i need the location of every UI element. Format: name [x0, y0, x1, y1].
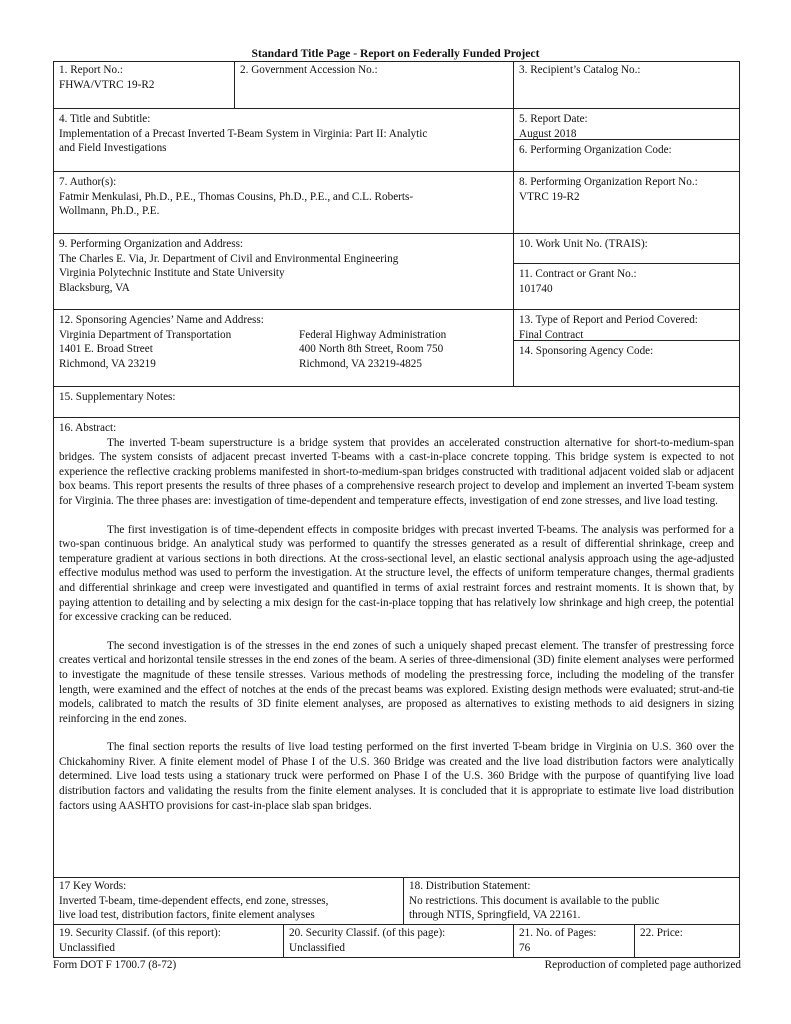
label: 4. Title and Subtitle: [59, 113, 151, 125]
label: 10. Work Unit No. (TRAIS): [519, 238, 648, 250]
form-number: Form DOT F 1700.7 (8-72) [53, 959, 177, 971]
label: 6. Performing Organization Code: [519, 144, 672, 156]
field-report-type [513, 309, 739, 340]
field-report-no [54, 62, 234, 108]
value-line: Fatmir Menkulasi, Ph.D., P.E., Thomas Cousins, Ph.D., P.E., and C.L. Roberts- [59, 190, 414, 203]
agency1-line: Virginia Department of Transportation [59, 328, 232, 341]
abstract-paragraph: The inverted T-beam superstructure is a bridge system that provides an accelerated construction alternative for short-to-medium-span bridges. The system consists of adjacent precast inverted T-beams with a cast-in-place concrete topping. This bridge system is expected to not experience the reflective cracking problems manifested in short-to-medium-span bridges constructed with traditional adjacent voided slab or adjacent box beams. This report presents the results of three phases of a comprehensive research project to develop and implement an inverted T-beam system for Virginia. The three phases are: investigation of time-dependent and temperature effects, investigation of end zone stresses, and live load testing. [59, 436, 734, 507]
label: 3. Recipient’s Catalog No.: [519, 64, 641, 76]
label: 1. Report No.: [59, 64, 124, 76]
value: FHWA/VTRC 19-R2 [59, 78, 155, 91]
label: 5. Report Date: [519, 113, 588, 125]
field-org-report-no [513, 171, 739, 233]
title-page-form [53, 61, 740, 958]
reproduction-note: Reproduction of completed page authorized [544, 959, 741, 971]
field-work-unit [513, 233, 739, 263]
field-price [634, 924, 739, 957]
label: 11. Contract or Grant No.: [519, 268, 637, 280]
agency2-line: Richmond, VA 23219-4825 [299, 357, 422, 370]
field-gov-accession [234, 62, 513, 108]
field-security-page [283, 924, 513, 957]
label: 8. Performing Organization Report No.: [519, 176, 698, 188]
value-line: through NTIS, Springfield, VA 22161. [409, 909, 581, 922]
value-line: Virginia Polytechnic Institute and State University [59, 267, 285, 280]
value: August 2018 [519, 127, 577, 140]
value: Unclassified [59, 941, 115, 954]
label: 19. Security Classif. (of this report): [59, 927, 221, 939]
field-no-of-pages [513, 924, 634, 957]
value: 76 [519, 941, 531, 954]
label: 9. Performing Organization and Address: [59, 238, 244, 250]
agency2-line: Federal Highway Administration [299, 328, 447, 341]
field-report-date [513, 108, 739, 139]
field-security-report [54, 924, 283, 957]
label: 2. Government Accession No.: [240, 64, 378, 76]
label: 7. Author(s): [59, 176, 117, 188]
label: 13. Type of Report and Period Covered: [519, 314, 698, 326]
field-org-code [513, 139, 739, 171]
value-line: live load test, distribution factors, finite element analyses [59, 909, 315, 922]
label: 15. Supplementary Notes: [59, 391, 176, 403]
value-line: Wollmann, Ph.D., P.E. [59, 205, 160, 218]
agency2-line: 400 North 8th Street, Room 750 [299, 343, 444, 356]
page-title: Standard Title Page - Report on Federally Funded Project [251, 47, 540, 60]
abstract-paragraph: The final section reports the results of live load testing performed on the first inverted T-beam bridge in Virginia on U.S. 360 over the Chickahominy River. A finite element model of Phase I of the U.S. 360 Bridge was created and the live load distribution factors were analytically determined. Live load tests using a stationary truck were performed on Phase I of the U.S. 360 Bridge with the purpose of quantifying live load distribution factors and validating the results from the finite element analyses. It is concluded that it is appropriate to estimate live load distribution factors using AASHTO provisions for cast-in-place slab span bridges. [59, 741, 734, 812]
value-line: Blacksburg, VA [59, 281, 130, 294]
label: 17 Key Words: [59, 880, 127, 892]
value-line: Inverted T-beam, time-dependent effects, end zone, stresses, [59, 894, 329, 907]
field-catalog-no [513, 62, 739, 108]
label: 16. Abstract: [59, 422, 117, 434]
label: 21. No. of Pages: [519, 927, 597, 939]
value-line: and Field Investigations [59, 142, 167, 155]
label: 14. Sponsoring Agency Code: [519, 345, 654, 357]
value-line: No restrictions. This document is available to the public [409, 894, 660, 907]
label: 22. Price: [640, 927, 683, 939]
field-supplementary-notes [54, 386, 739, 417]
field-authors [54, 171, 513, 233]
label: 20. Security Classif. (of this page): [289, 927, 446, 939]
label: 18. Distribution Statement: [409, 880, 531, 892]
value-line: The Charles E. Via, Jr. Department of Civil and Environmental Engineering [59, 252, 399, 265]
field-distribution [403, 877, 739, 924]
field-sponsoring-agencies [54, 309, 513, 386]
agency1-line: 1401 E. Broad Street [59, 343, 153, 356]
value-line: Implementation of a Precast Inverted T-Beam System in Virginia: Part II: Analytic [59, 127, 428, 140]
field-agency-code [513, 340, 739, 386]
field-abstract [54, 417, 739, 877]
abstract-paragraph: The second investigation is of the stresses in the end zones of such a uniquely shaped precast element. The transfer of prestressing force creates vertical and horizontal tensile stresses in the end zones of the beam. A series of three-dimensional (3D) finite element analyses were performed to investigate the magnitude of these tensile stresses. Various methods of modeling the prestressing force, including the modeling of the transfer length, were examined and the effect of notches at the ends of the precast beams was explored. Existing design methods were evaluated; strut-and-tie models, calibrated to match the results of 3D finite element analyses, are proposed as alternatives to existing methods to aid designers in sizing reinforcing in the end zones. [59, 639, 734, 725]
abstract-paragraph: The first investigation is of time-dependent effects in composite bridges with precast inverted T-beams. The analysis was performed for a two-span continuous bridge. An analytical study was performed to quantify the stresses generated as a result of differential shrinkage, creep and temperature gradient at various sections in both directions. At the cross-sectional level, an elastic sectional analysis approach using the age-adjusted effective modulus method was used to perform the investigation. At the structure level, the effects of uniform temperature changes, thermal gradients and differential shrinkage and creep were investigated and quantified in terms of axial restraint forces and restraint moments. It is shown that, by paying attention to detailing and by selecting a mix design for the cast-in-place topping that has relatively low shrinkage and high creep, the potential for excessive cracking can be reduced. [59, 523, 734, 624]
field-title [54, 108, 513, 171]
agency1-line: Richmond, VA 23219 [59, 357, 156, 370]
field-performing-org [54, 233, 513, 309]
field-contract-no [513, 263, 739, 309]
value: Unclassified [289, 941, 345, 954]
value: VTRC 19-R2 [519, 190, 580, 203]
value: 101740 [519, 282, 553, 295]
value: Final Contract [519, 328, 584, 341]
field-key-words [54, 877, 403, 924]
label: 12. Sponsoring Agencies’ Name and Address: [59, 314, 264, 326]
